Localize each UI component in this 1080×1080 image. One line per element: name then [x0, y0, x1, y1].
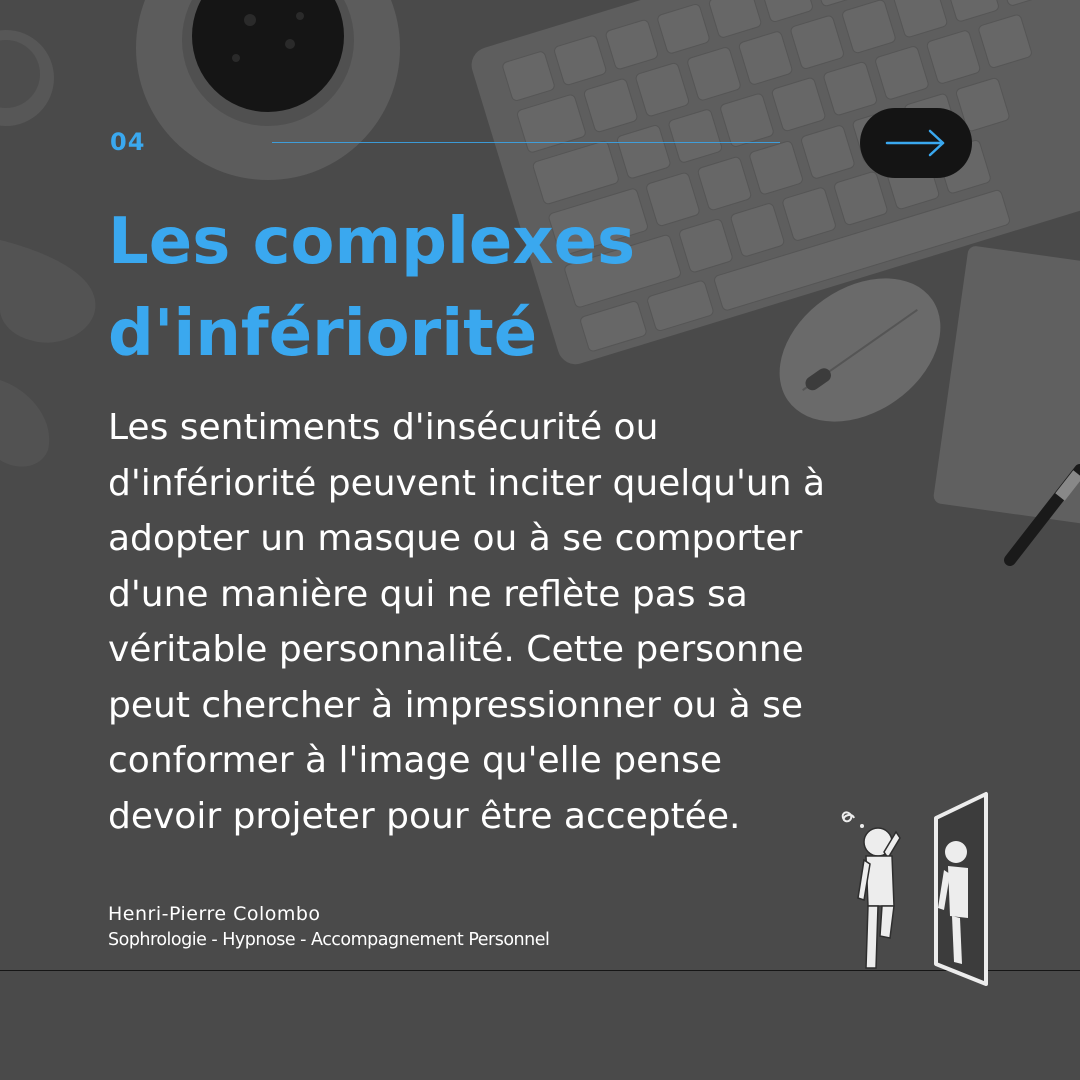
body-line: Les sentiments d'insécurité ou — [108, 407, 659, 448]
mirror-icon — [936, 794, 986, 984]
body-line: véritable personnalité. Cette personne — [108, 629, 804, 670]
slide-title — [108, 196, 928, 380]
title-line: Les complexes — [108, 205, 636, 279]
mirror-person-illustration — [838, 788, 998, 988]
worried-person-icon — [843, 812, 900, 968]
next-button[interactable] — [860, 108, 972, 178]
body-paragraph — [108, 400, 968, 844]
header-divider — [272, 142, 780, 143]
body-line: adopter un masque ou à se comporter — [108, 518, 803, 559]
body-line: conformer à l'image qu'elle pense — [108, 740, 722, 781]
body-line: d'une manière qui ne reflète pas sa — [108, 573, 748, 615]
body-line: peut chercher à impressionner ou à se — [108, 684, 803, 726]
slide-number: 04 — [110, 128, 146, 156]
author-name: Henri-Pierre Colombo — [108, 903, 321, 925]
body-line: devoir projeter pour être acceptée. — [108, 795, 741, 837]
arrow-right-icon — [885, 128, 947, 158]
body-line: d'infériorité peuvent inciter quelqu'un à — [108, 462, 826, 504]
title-line: d'infériorité — [108, 297, 538, 371]
author-tagline: Sophrologie - Hypnose - Accompagnement Personnel — [108, 930, 550, 950]
